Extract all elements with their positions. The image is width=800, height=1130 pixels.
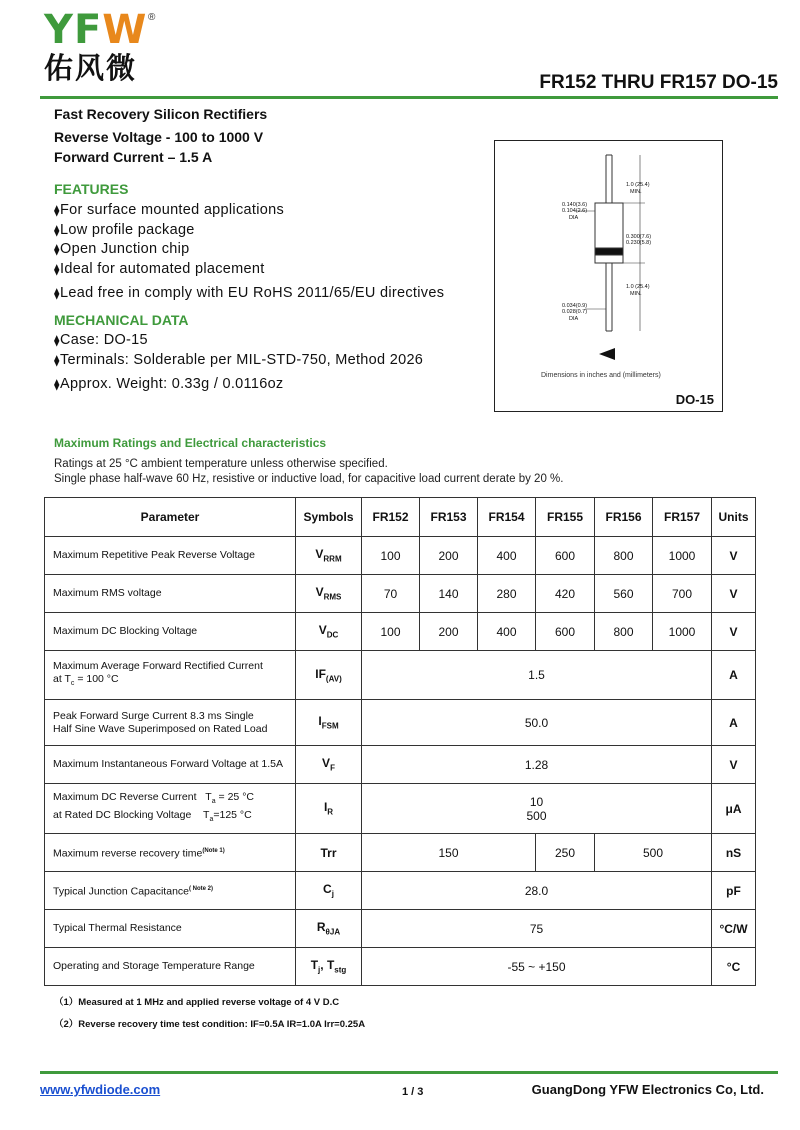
feature-item: ⧫For surface mounted applications — [54, 202, 284, 218]
logo-accent-letter: W — [102, 7, 148, 53]
table-row — [45, 651, 756, 700]
value-cell: 200 — [420, 537, 478, 575]
unit-cell: pF — [712, 872, 756, 910]
table-row — [45, 746, 756, 784]
param-cell: Typical Junction Capacitance$^{( Note 2)}$ — [45, 872, 296, 910]
value-cell: 400 — [478, 613, 536, 651]
ratings-title: Maximum Ratings and Electrical characteristics — [54, 436, 327, 450]
param-cell: Maximum RMS voltage — [45, 575, 296, 613]
table-header-row — [45, 498, 756, 537]
value-cell: 140 — [420, 575, 478, 613]
bullet-icon: ⧫ — [54, 264, 60, 276]
dim-label: 0.028(0.7) — [562, 309, 588, 315]
value-cell: 600 — [536, 613, 595, 651]
param-cell: Maximum reverse recovery time$^{(Note 1)}$ — [45, 834, 296, 872]
bullet-icon: ⧫ — [54, 205, 60, 217]
dim-label: MIN. — [630, 189, 642, 195]
unit-cell: μA — [712, 784, 756, 834]
registered-mark: ® — [148, 12, 156, 23]
ratings-note: Ratings at 25 °C ambient temperature unless otherwise specified. — [54, 458, 388, 470]
value-cell: 1000 — [653, 613, 712, 651]
unit-cell: V — [712, 537, 756, 575]
value-cell: 75 — [362, 910, 712, 948]
package-outline-box — [494, 140, 723, 412]
bullet-icon: ⧫ — [54, 355, 60, 367]
page-number: 1 / 3 — [402, 1086, 424, 1098]
feature-item: ⧫Lead free in comply with EU RoHS 2011/65/EU directives — [54, 285, 445, 301]
dim-label: 0.104(2.6) — [562, 208, 588, 214]
header-part: FR157 — [653, 498, 712, 537]
bullet-icon: ⧫ — [54, 244, 60, 256]
header-part: FR155 — [536, 498, 595, 537]
symbol-cell: $V_{DC}$ — [296, 613, 362, 651]
logo-chinese-name: 佑风微 — [44, 51, 138, 85]
param-cell: Peak Forward Surge Current 8.3 ms Single Half Sine Wave Superimposed on Rated Load — [45, 700, 296, 746]
ratings-table — [44, 497, 756, 986]
value-cell: 420 — [536, 575, 595, 613]
dim-label: 1.0 (25.4) — [626, 182, 650, 188]
header-parameter: Parameter — [45, 498, 296, 537]
dim-label: DIA — [569, 215, 579, 221]
param-cell: Maximum Instantaneous Forward Voltage at 1.5A — [45, 746, 296, 784]
mechanical-item: ⧫Approx. Weight: 0.33g / 0.0116oz — [54, 376, 284, 392]
table-row — [45, 872, 756, 910]
logo-letters: YF — [44, 7, 103, 53]
table-row — [45, 700, 756, 746]
table-row — [45, 613, 756, 651]
bullet-icon: ⧫ — [54, 225, 60, 237]
unit-cell: A — [712, 700, 756, 746]
unit-cell: V — [712, 575, 756, 613]
symbol-cell: Trr — [296, 834, 362, 872]
company-logo — [44, 7, 156, 85]
value-cell: 800 — [595, 537, 653, 575]
value-cell: 250 — [536, 834, 595, 872]
table-row — [45, 575, 756, 613]
value-cell: 10 500 — [362, 784, 712, 834]
mechanical-item: ⧫Terminals: Solderable per MIL-STD-750, Method 2026 — [54, 352, 424, 368]
bullet-icon: ⧫ — [54, 288, 60, 300]
table-row — [45, 784, 756, 834]
symbol-cell: $T_j$, $T_{stg}$ — [296, 948, 362, 986]
header-symbols: Symbols — [296, 498, 362, 537]
value-cell: 700 — [653, 575, 712, 613]
symbol-cell: $V_F$ — [296, 746, 362, 784]
value-cell: 560 — [595, 575, 653, 613]
symbol-cell: $I_R$ — [296, 784, 362, 834]
table-row — [45, 834, 756, 872]
dim-label: 0.140(3.6) — [562, 202, 588, 208]
mechanical-item: ⧫Case: DO-15 — [54, 332, 148, 348]
header-part: FR153 — [420, 498, 478, 537]
value-cell: 500 — [595, 834, 712, 872]
unit-cell: V — [712, 746, 756, 784]
product-description: Fast Recovery Silicon Rectifiers — [54, 106, 268, 122]
footnote: （1）Measured at 1 MHz and applied reverse voltage of 4 V D.C — [54, 997, 340, 1008]
features-heading: FEATURES — [54, 181, 129, 197]
dim-label: 1.0 (25.4) — [626, 284, 650, 290]
value-cell: 600 — [536, 537, 595, 575]
footer-divider — [40, 1071, 778, 1074]
mechanical-heading: MECHANICAL DATA — [54, 312, 189, 328]
value-cell: 400 — [478, 537, 536, 575]
unit-cell: A — [712, 651, 756, 700]
header-units: Units — [712, 498, 756, 537]
symbol-cell: $R_{\theta JA}$ — [296, 910, 362, 948]
package-label: DO-15 — [675, 392, 714, 407]
header-part: FR152 — [362, 498, 420, 537]
param-cell: Operating and Storage Temperature Range — [45, 948, 296, 986]
ratings-note: Single phase half-wave 60 Hz, resistive or inductive load, for capacitive load current derate by 20 %. — [54, 473, 564, 485]
value-cell: 70 — [362, 575, 420, 613]
reverse-voltage-spec: Reverse Voltage - 100 to 1000 V — [54, 129, 264, 145]
symbol-cell: $V_{RRM}$ — [296, 537, 362, 575]
value-cell: 100 — [362, 613, 420, 651]
feature-item: ⧫Open Junction chip — [54, 241, 190, 257]
table-row — [45, 910, 756, 948]
header-divider — [40, 96, 778, 99]
symbol-cell: $I_{FSM}$ — [296, 700, 362, 746]
company-name: GuangDong YFW Electronics Co, Ltd. — [531, 1082, 764, 1097]
bullet-icon: ⧫ — [54, 379, 60, 391]
dim-label: MIN. — [630, 291, 642, 297]
unit-cell: V — [712, 613, 756, 651]
value-cell: 1.28 — [362, 746, 712, 784]
website-link[interactable]: www.yfwdiode.com — [40, 1082, 161, 1097]
symbol-cell: $IF_{(AV)}$ — [296, 651, 362, 700]
param-cell: Maximum Average Forward Rectified Current at $T_c = 100$ °C — [45, 651, 296, 700]
dim-label: 0.300(7.6) — [626, 234, 652, 240]
unit-cell: °C — [712, 948, 756, 986]
param-cell: Maximum Repetitive Peak Reverse Voltage — [45, 537, 296, 575]
feature-item: ⧫Low profile package — [54, 222, 195, 238]
logo-latin — [44, 7, 148, 53]
param-cell: Typical Thermal Resistance — [45, 910, 296, 948]
dim-label: 0.230(5.8) — [626, 240, 652, 246]
value-cell: 100 — [362, 537, 420, 575]
dim-label: 0.034(0.9) — [562, 303, 588, 309]
bullet-icon: ⧫ — [54, 335, 60, 347]
header-part: FR154 — [478, 498, 536, 537]
value-cell: 28.0 — [362, 872, 712, 910]
value-cell: -55 ~ +150 — [362, 948, 712, 986]
forward-current-spec: Forward Current – 1.5 A — [54, 149, 213, 165]
symbol-cell: $V_{RMS}$ — [296, 575, 362, 613]
param-cell: Maximum DC Reverse Current $T_a = 25$ °C at Rated DC Blocking Voltage $T_a=125$ °C — [45, 784, 296, 834]
table-row — [45, 537, 756, 575]
value-cell: 50.0 — [362, 700, 712, 746]
value-cell: 1000 — [653, 537, 712, 575]
value-cell: 280 — [478, 575, 536, 613]
document-title: FR152 THRU FR157 DO-15 — [539, 72, 778, 93]
unit-cell: °C/W — [712, 910, 756, 948]
unit-cell: nS — [712, 834, 756, 872]
value-cell: 800 — [595, 613, 653, 651]
package-caption: Dimensions in inches and (millimeters) — [541, 372, 661, 379]
symbol-cell: $C_j$ — [296, 872, 362, 910]
dim-label: DIA — [569, 316, 579, 322]
param-cell: Maximum DC Blocking Voltage — [45, 613, 296, 651]
value-cell: 200 — [420, 613, 478, 651]
footnote: （2）Reverse recovery time test condition: IF=0.5A IR=1.0A Irr=0.25A — [54, 1019, 366, 1030]
value-cell: 150 — [362, 834, 536, 872]
table-row — [45, 948, 756, 986]
header-part: FR156 — [595, 498, 653, 537]
feature-item: ⧫Ideal for automated placement — [54, 261, 265, 277]
value-cell: 1.5 — [362, 651, 712, 700]
package-outline-drawing — [495, 141, 721, 366]
